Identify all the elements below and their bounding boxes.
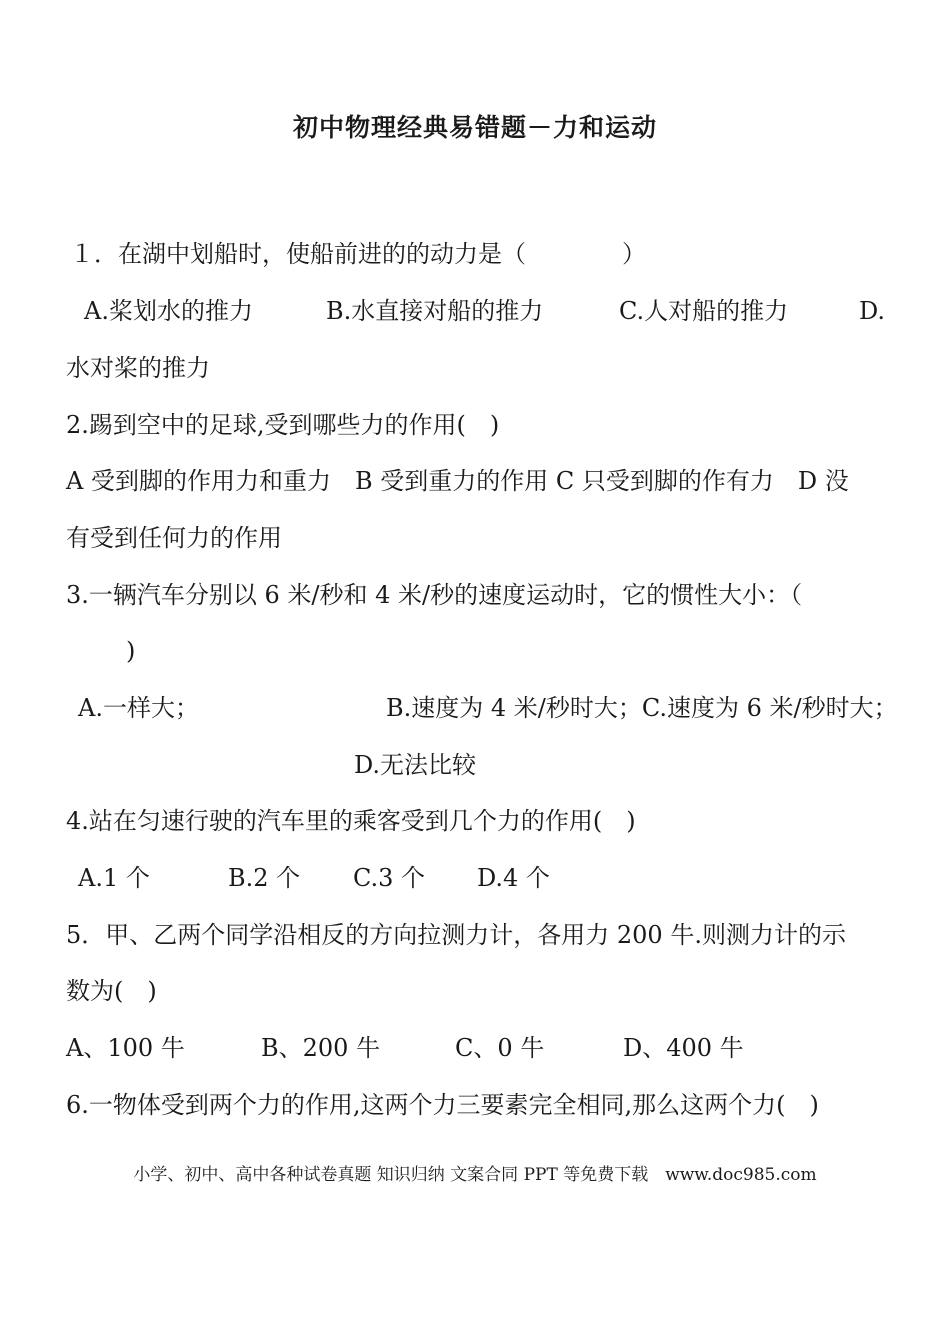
- question-6-stem: 6.一物体受到两个力的作用,这两个力三要素完全相同,那么这两个力( ): [66, 1091, 819, 1119]
- question-2-options-continued: 有受到任何力的作用: [66, 524, 282, 552]
- page-footer: 小学、初中、高中各种试卷真题 知识归纳 文案合同 PPT 等免费下载 www.doc985.com: [133, 1165, 817, 1185]
- question-2-stem: 2.踢到空中的足球,受到哪些力的作用( ): [66, 411, 500, 439]
- document-title: 初中物理经典易错题－力和运动: [292, 113, 657, 142]
- question-1-stem: １．在湖中划船时，使船前进的的动力是（ ）: [70, 240, 646, 268]
- question-3-option-bc: B.速度为 4 米/秒时大；C.速度为 6 米/秒时大；: [386, 694, 898, 722]
- question-1-option-d-label: D.: [859, 297, 886, 325]
- question-4-option-a: A.1 个: [78, 864, 150, 892]
- question-4-stem: 4.站在匀速行驶的汽车里的乘客受到几个力的作用( ): [66, 807, 636, 835]
- question-4-option-d: D.4 个: [477, 864, 550, 892]
- question-5-option-c: C、0 牛: [455, 1034, 545, 1062]
- question-1-option-d-text: 水对桨的推力: [66, 354, 210, 382]
- question-3-stem: 3.一辆汽车分别以 6 米/秒和 4 米/秒的速度运动时，它的惯性大小：（: [66, 581, 803, 609]
- question-3-stem-continued: ): [126, 637, 136, 665]
- question-5-stem: 5．甲、乙两个同学沿相反的方向拉测力计，各用力 200 牛.则测力计的示: [66, 921, 846, 949]
- question-5-option-a: A、100 牛: [66, 1034, 185, 1062]
- question-4-option-b: B.2 个: [228, 864, 301, 892]
- question-3-option-a: A.一样大；: [78, 694, 199, 722]
- question-1-option-b: B.水直接对船的推力: [326, 297, 544, 325]
- question-4-option-c: C.3 个: [353, 864, 426, 892]
- question-5-option-d: D、400 牛: [623, 1034, 744, 1062]
- question-5-stem-continued: 数为( ): [66, 977, 157, 1005]
- question-2-options: A 受到脚的作用力和重力 B 受到重力的作用 C 只受到脚的作有力 D 没: [66, 467, 849, 495]
- question-3-option-d: D.无法比较: [354, 751, 477, 779]
- question-5-option-b: B、200 牛: [261, 1034, 381, 1062]
- question-1-option-a: A.桨划水的推力: [84, 297, 253, 325]
- question-1-option-c: C.人对船的推力: [619, 297, 789, 325]
